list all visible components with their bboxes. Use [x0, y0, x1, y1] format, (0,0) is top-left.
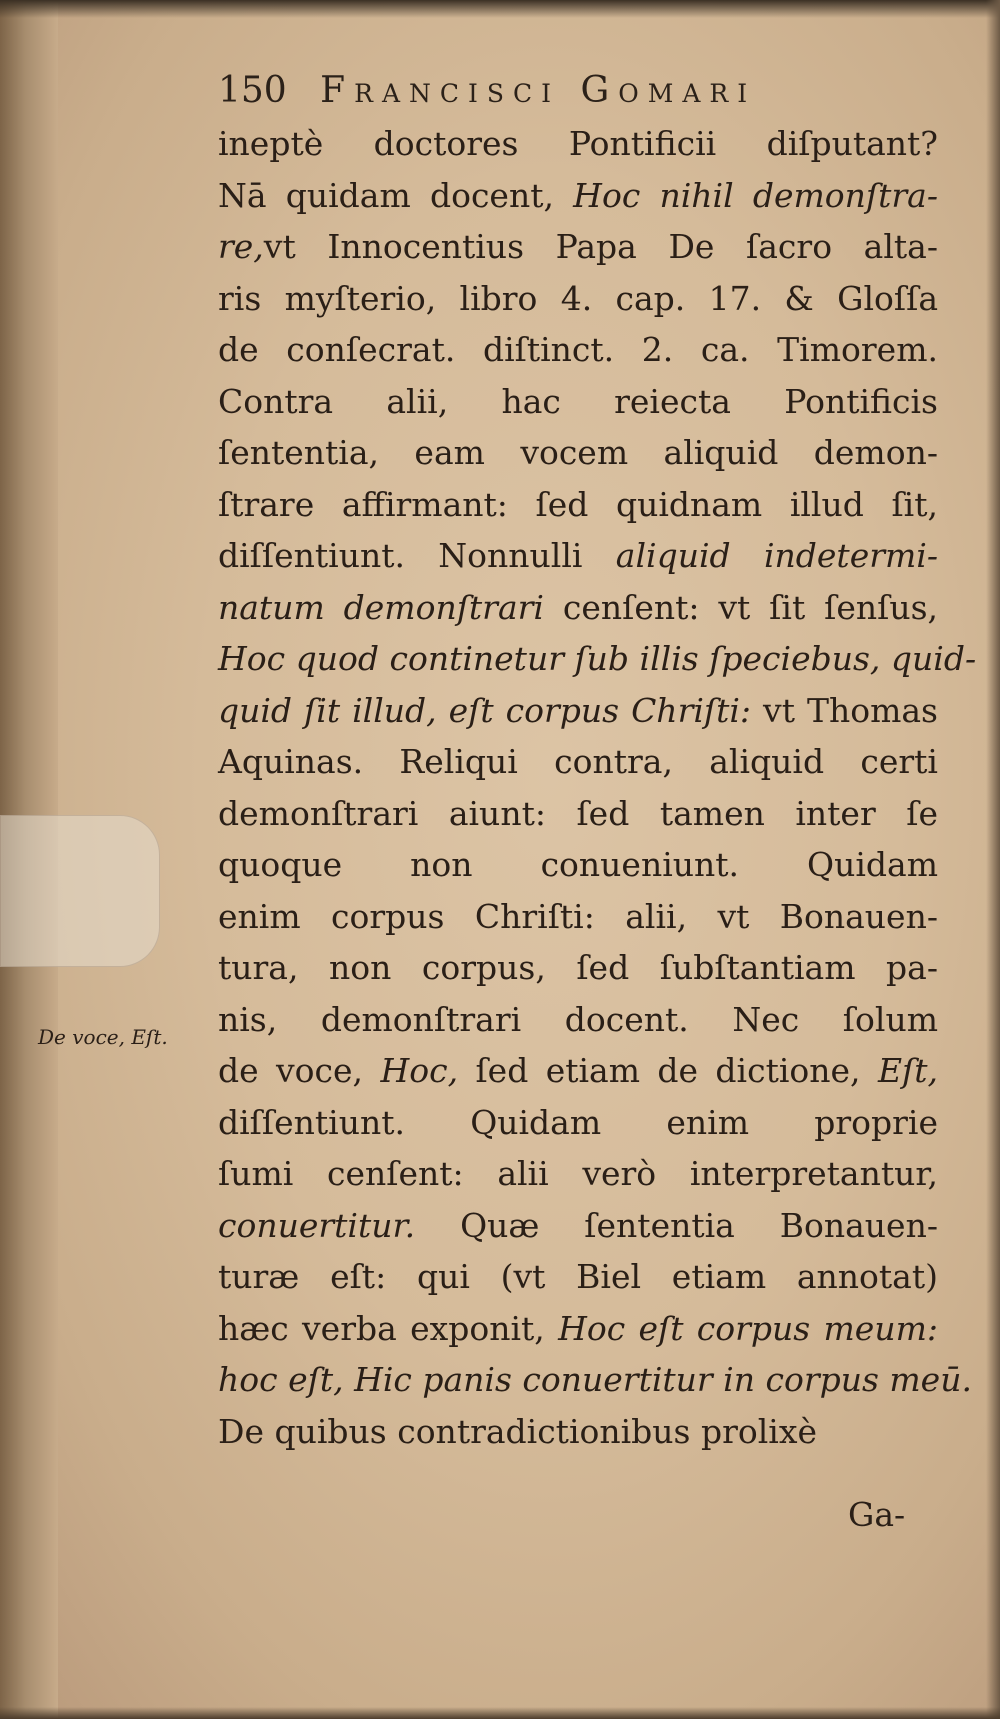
text-run: vt Innocentius Papa De ſacro alta-	[263, 227, 938, 266]
text-line	[218, 479, 938, 531]
italic-run: Hoc,	[380, 1051, 459, 1090]
text-run: de voce,	[218, 1051, 381, 1090]
text-line	[218, 530, 938, 582]
text-run: Nā quidam docent,	[218, 175, 574, 215]
text-run: turæ eſt: qui (vt Biel etiam annotat)	[218, 1257, 938, 1296]
text-run: cenſent: vt ſit ſenſus,	[543, 587, 938, 627]
text-run: diſſentiunt. Nonnulli	[218, 536, 616, 575]
text-line	[218, 891, 938, 943]
text-line	[218, 1406, 938, 1458]
catchword: Ga-	[848, 1495, 906, 1534]
text-line	[218, 582, 938, 634]
text-line	[218, 427, 938, 479]
body-text	[218, 118, 977, 1457]
page-number: 150	[218, 70, 287, 111]
italic-run: Hoc nihil demonſtra-	[573, 175, 938, 215]
text-run: hæc verba exponit,	[218, 1308, 559, 1348]
italic-run: Hoc eſt corpus meum:	[558, 1308, 938, 1348]
text-line	[218, 1045, 938, 1097]
text-line	[218, 994, 938, 1046]
text-line	[218, 118, 938, 170]
text-run: ineptè doctores Pontificii diſputant?	[218, 124, 938, 163]
text-line	[218, 221, 938, 273]
text-run: Quæ ſententia Bonauen-	[415, 1205, 938, 1245]
text-line	[218, 1148, 938, 1200]
text-run: Aquinas. Reliqui contra, aliquid certi	[218, 742, 938, 781]
text-run: Contra alii, hac reiecta Pontificis	[218, 381, 938, 421]
text-line	[218, 376, 938, 428]
text-run: ſumi cenſent: alii verò interpretantur,	[218, 1154, 938, 1193]
text-line	[218, 788, 938, 840]
running-title: Francisci Gomari	[320, 70, 757, 111]
text-line	[218, 170, 938, 222]
italic-run: Hoc quod continetur ſub illis ſpeciebus, quid-	[218, 639, 977, 678]
text-run: nis, demonſtrari docent. Nec ſolum	[218, 999, 938, 1039]
italic-run: re,	[218, 227, 264, 266]
text-run: ſed etiam de dictione,	[458, 1051, 878, 1090]
page-edge-right	[986, 0, 1000, 1719]
italic-run: quid ſit illud, eſt corpus Chriſti:	[218, 690, 752, 730]
text-run: de conſecrat. diſtinct. 2. ca. Timorem.	[218, 330, 938, 369]
text-line	[218, 1097, 938, 1149]
text-run: vt Thomas	[751, 690, 938, 730]
running-head	[218, 70, 918, 111]
top-shadow	[0, 0, 1000, 18]
text-run: ſententia, eam vocem aliquid demon-	[218, 433, 938, 472]
text-run: demonſtrari aiunt: ſed tamen inter ſe	[218, 793, 938, 833]
text-line	[218, 1303, 938, 1355]
text-line	[218, 1354, 972, 1406]
paper-tab	[0, 815, 160, 967]
text-run: diſſentiunt. Quidam enim proprie	[218, 1102, 938, 1142]
text-line	[218, 685, 938, 737]
text-line	[218, 1200, 938, 1252]
text-run: quoque non conueniunt. Quidam	[218, 845, 938, 884]
text-line	[218, 273, 938, 325]
text-run: tura, non corpus, ſed ſubſtantiam pa-	[218, 948, 938, 987]
text-line	[218, 736, 938, 788]
italic-run: aliquid indetermi-	[615, 536, 938, 575]
text-line	[218, 942, 938, 994]
italic-run: Eſt,	[877, 1051, 938, 1090]
text-line	[218, 324, 938, 376]
text-line	[218, 1251, 938, 1303]
margin-note: De voce, Eſt.	[38, 1025, 168, 1049]
italic-run: conuertitur.	[218, 1205, 416, 1245]
italic-run: natum demonſtrari	[218, 587, 544, 627]
page-edge-bottom	[0, 1707, 1000, 1719]
text-run: ſtrare affirmant: ſed quidnam illud ſit,	[218, 484, 938, 524]
text-run: De quibus contradictionibus prolixè	[218, 1411, 817, 1451]
text-line	[218, 839, 938, 891]
text-line	[218, 633, 977, 685]
text-run: ris myſterio, libro 4. cap. 17. & Gloſſa	[218, 278, 938, 318]
text-run: enim corpus Chriſti: alii, vt Bonauen-	[218, 896, 938, 936]
italic-run: hoc eſt, Hic panis conuertitur in corpus meū.	[218, 1360, 972, 1399]
